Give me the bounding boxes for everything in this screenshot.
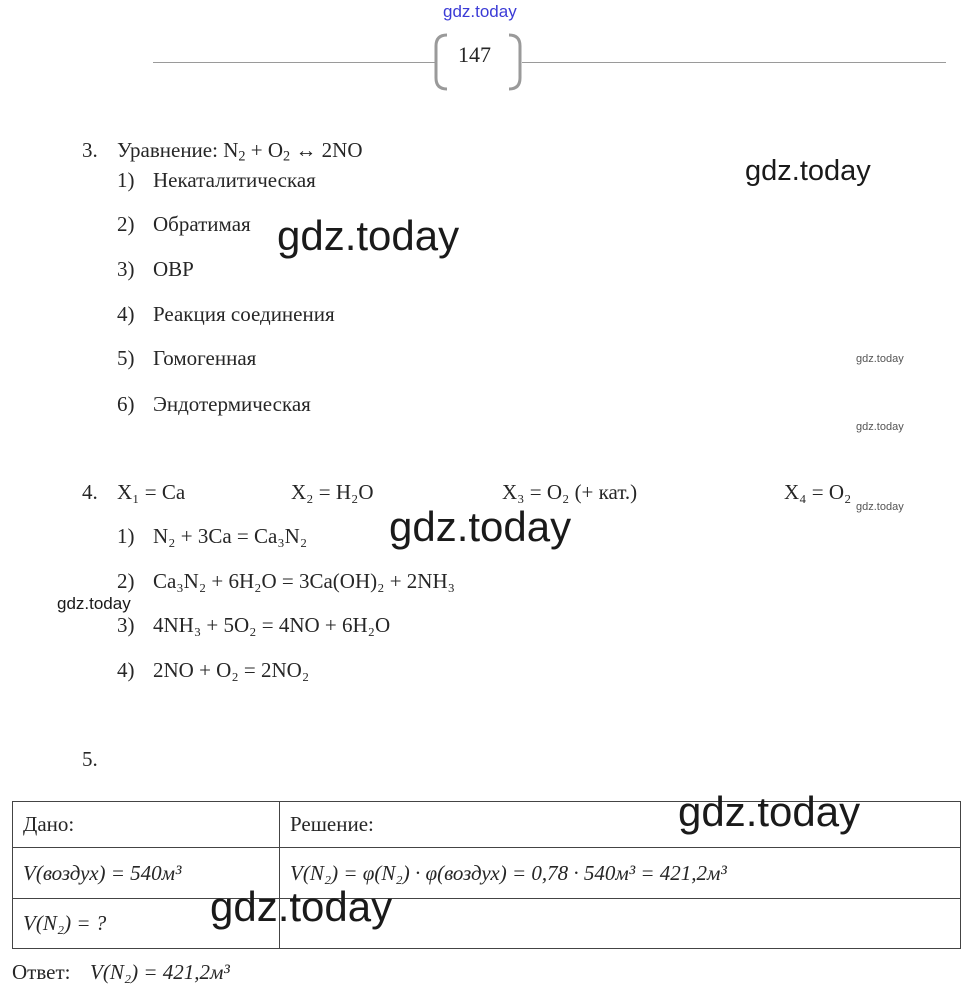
task3-equation-prefix: Уравнение: N xyxy=(117,138,239,162)
task4-number: 4. xyxy=(82,480,98,504)
task4-item-3-text: 4NH₃ + 5O₂ = 4NO + 6H₂O xyxy=(153,613,391,637)
task4-x2: X₂ = H₂O xyxy=(291,480,374,504)
task4-x3: X₃ = O₂ (+ кат.) xyxy=(502,480,638,504)
task5-number: 5. xyxy=(82,747,98,771)
task3-equation: Уравнение: $N_2 + O_2$ ↔ 2NO xyxy=(117,138,363,165)
task3-item-2-num: 2) xyxy=(117,212,135,236)
table-row xyxy=(13,899,961,949)
page-number: 147 xyxy=(458,42,491,67)
watermark-large-task3: gdz.today xyxy=(277,212,460,259)
watermark-left: gdz.today xyxy=(57,594,131,613)
task4-item-1-text: N₂ + 3Ca = Ca₃N₂ xyxy=(153,524,308,548)
task3-item-4-num: 4) xyxy=(117,302,135,326)
table-row xyxy=(13,848,961,899)
task3-item-5-text: Гомогенная xyxy=(153,346,257,370)
answer-value: V(N₂) = 421,2м³ xyxy=(90,960,230,984)
task3-number: 3. xyxy=(82,138,98,162)
given-header: Дано: xyxy=(13,802,280,848)
given-1: V(воздух) = 540м³ xyxy=(13,848,280,899)
solution-header: Решение: xyxy=(280,802,961,848)
task3-item-4-text: Реакция соединения xyxy=(153,302,335,326)
task3-item-2-text: Обратимая xyxy=(153,212,251,236)
watermark-small-3: gdz.today xyxy=(856,501,904,513)
header-rule-left xyxy=(153,62,435,63)
header-watermark: gdz.today xyxy=(443,2,517,21)
watermark-medium-top-right: gdz.today xyxy=(745,155,871,187)
task3-item-6-text: Эндотермическая xyxy=(153,392,311,416)
watermark-large-table: gdz.today xyxy=(678,788,861,835)
task4-item-2-num: 2) xyxy=(117,569,135,593)
task4-x4: X₄ = O₂ xyxy=(784,480,852,504)
given-2: V(N₂) = ? xyxy=(13,899,280,949)
task3-item-3-text: ОВР xyxy=(153,257,194,281)
task3-item-6-num: 6) xyxy=(117,392,135,416)
watermark-large-bottom: gdz.today xyxy=(210,883,393,930)
task4-item-4-num: 4) xyxy=(117,658,135,682)
solution-1: V(N₂) = φ(N₂) · φ(воздух) = 0,78 · 540м³ = 421,2м³ xyxy=(280,848,961,899)
task3-item-1-num: 1) xyxy=(117,168,135,192)
watermark-large-task4: gdz.today xyxy=(389,503,572,550)
task3-item-3-num: 3) xyxy=(117,257,135,281)
task4-item-3-num: 3) xyxy=(117,613,135,637)
watermark-small-1: gdz.today xyxy=(856,353,904,365)
answer-label: Ответ: xyxy=(12,960,71,984)
task3-item-1-text: Некаталитическая xyxy=(153,168,316,192)
task3-item-5-num: 5) xyxy=(117,346,135,370)
header-rule-right xyxy=(522,62,946,63)
watermark-small-2: gdz.today xyxy=(856,421,904,433)
task4-item-4-text: 2NO + O₂ = 2NO₂ xyxy=(153,658,310,682)
task4-item-1-num: 1) xyxy=(117,524,135,548)
task4-x1: X₁ = Ca xyxy=(117,480,186,504)
task4-item-2-text: Ca₃N₂ + 6H₂O = 3Ca(OH)₂ + 2NH₃ xyxy=(153,569,455,593)
